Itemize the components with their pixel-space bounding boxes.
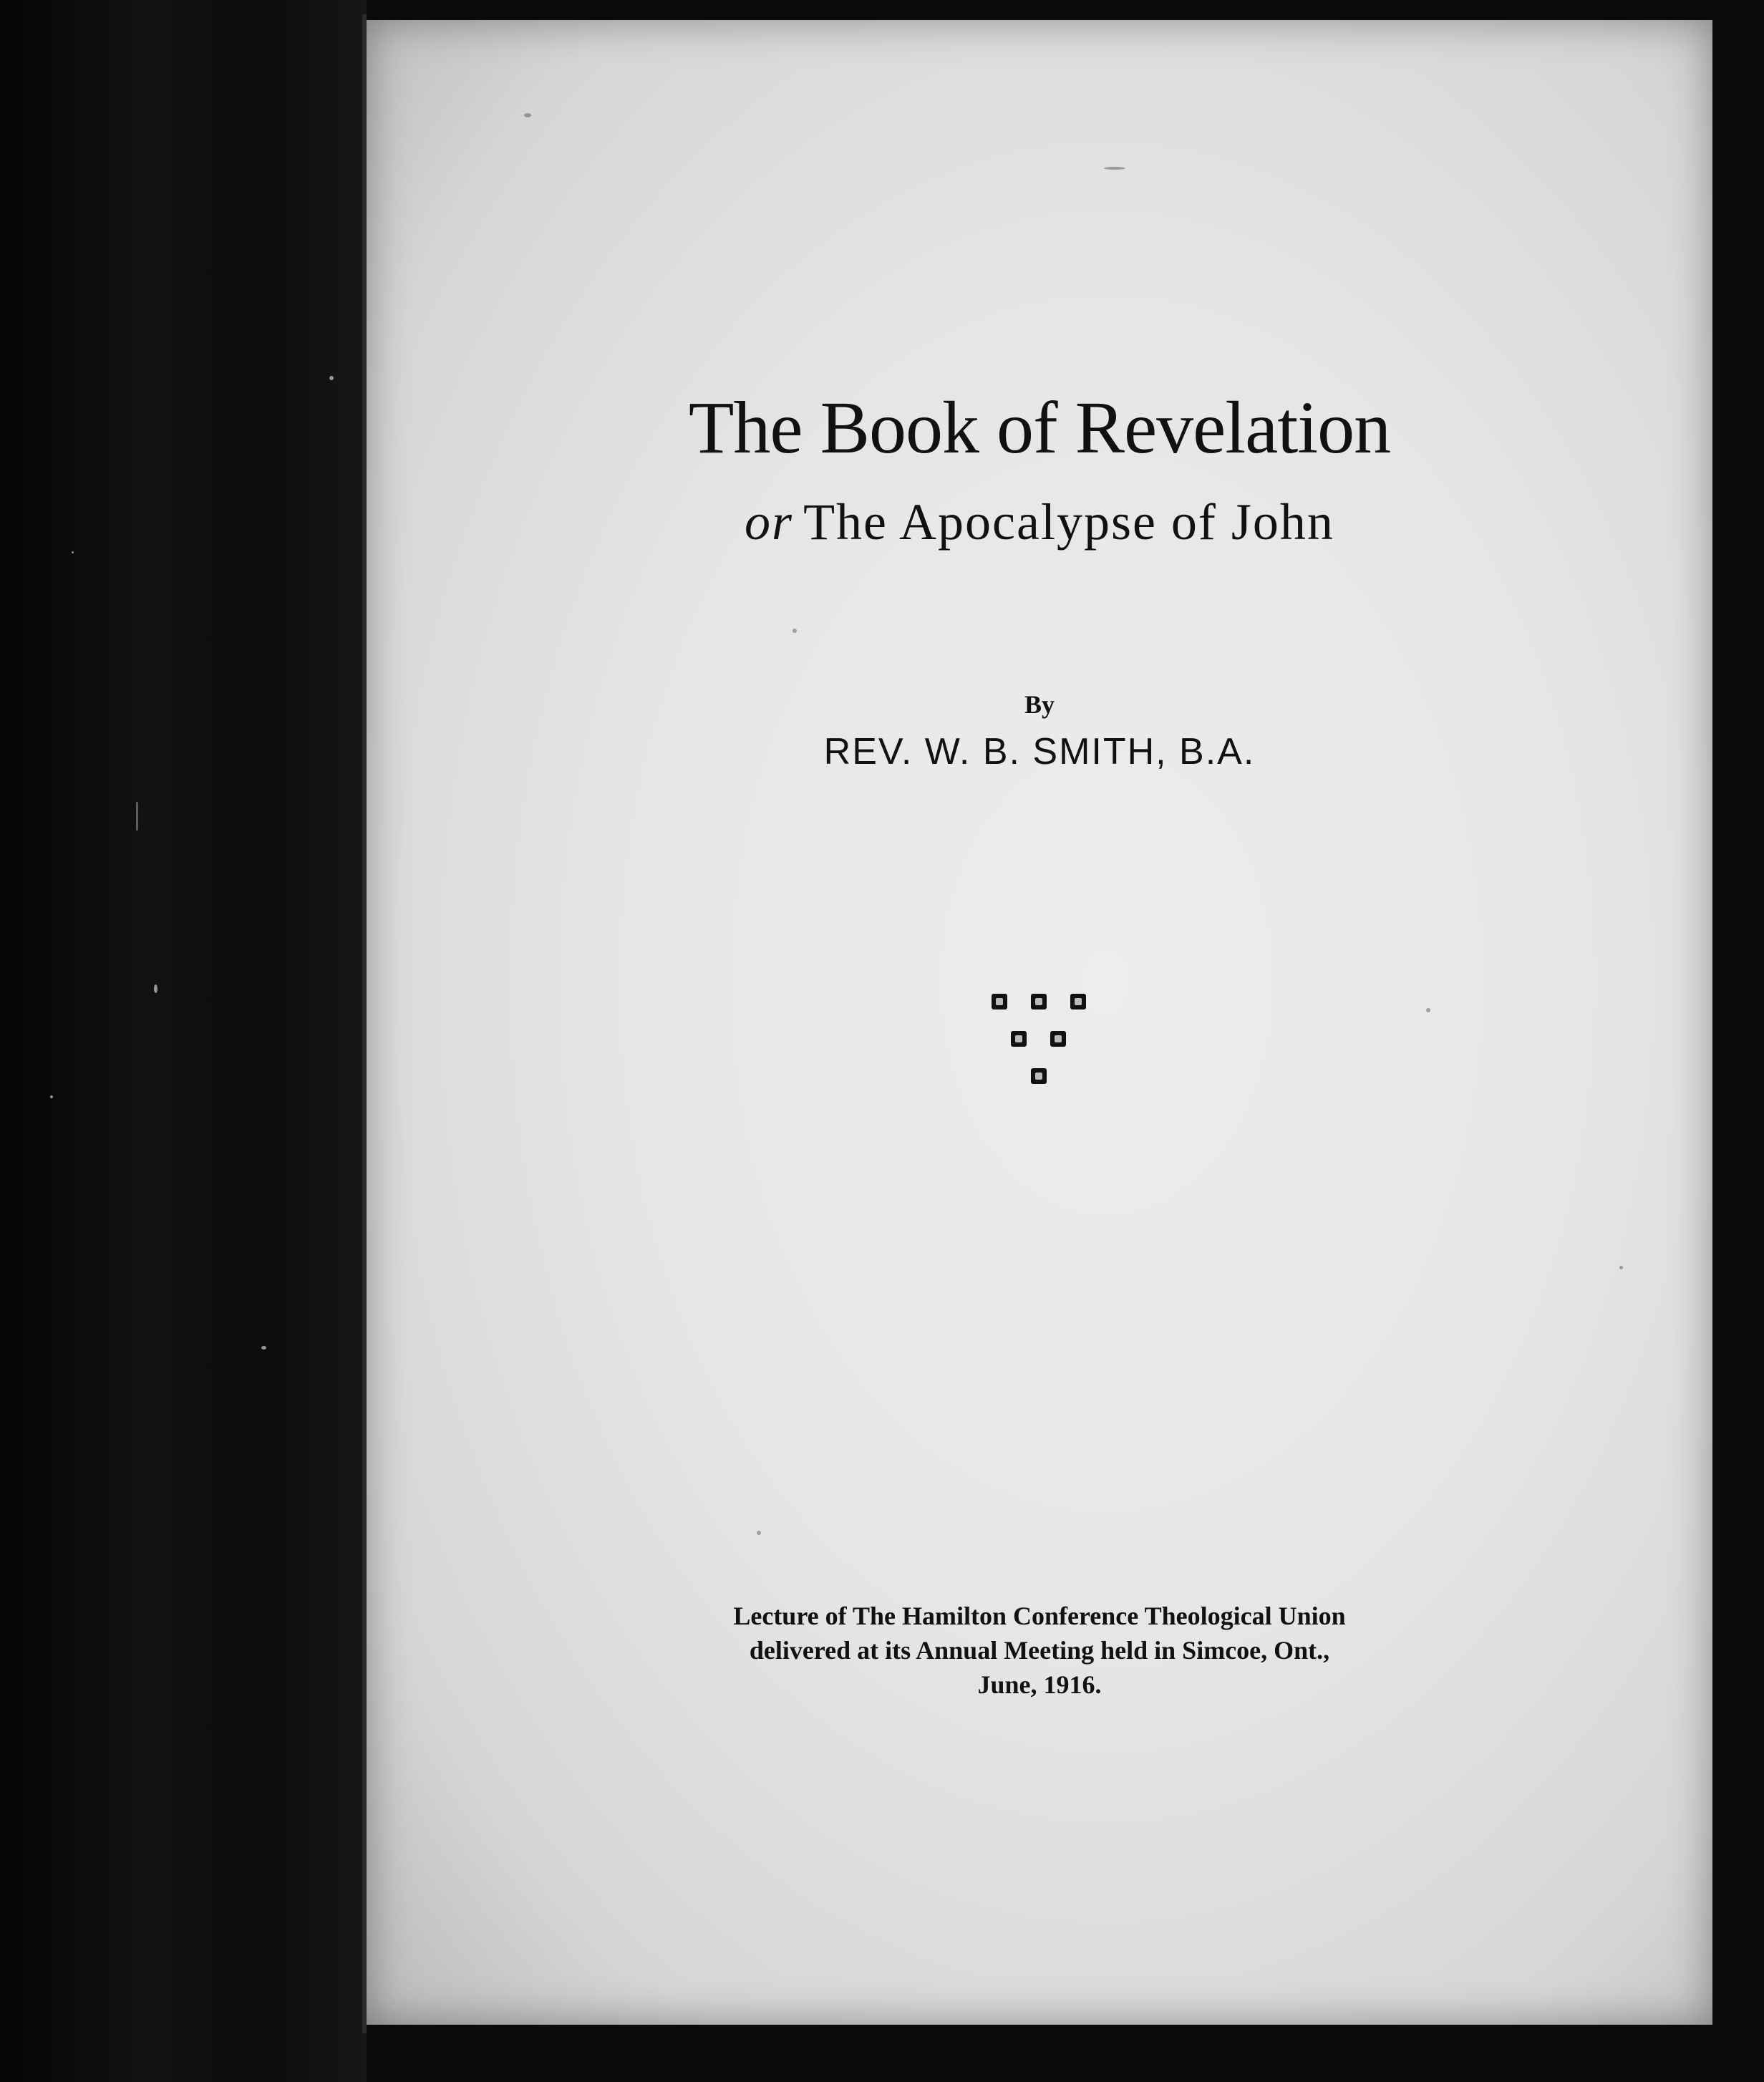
ornament-square-icon: [1031, 994, 1047, 1009]
title-page: [367, 20, 1712, 2025]
document-title: The Book of Revelation: [688, 387, 1391, 469]
subtitle-prefix: or: [745, 493, 794, 551]
by-label: By: [1024, 690, 1055, 719]
lecture-note-line: June, 1916.: [977, 1670, 1102, 1699]
lecture-note-line: delivered at its Annual Meeting held in Simcoe, Ont.,: [749, 1636, 1330, 1665]
document-subtitle: [367, 493, 1712, 552]
lecture-note-line: Lecture of The Hamilton Conference Theological Union: [733, 1602, 1346, 1630]
ornament-square-icon: [1011, 1031, 1027, 1047]
ornament-square-icon: [1050, 1031, 1066, 1047]
ornament-square-icon: [1070, 994, 1086, 1009]
ornament-square-icon: [1031, 1068, 1047, 1084]
triangle-of-squares-ornament-icon: [984, 994, 1099, 1087]
author-name: REV. W. B. SMITH, B.A.: [823, 731, 1256, 773]
lecture-note: [367, 1599, 1712, 1702]
dark-scan-margin: [0, 0, 367, 2082]
ornament-square-icon: [992, 994, 1007, 1009]
subtitle-text: The Apocalypse of John: [803, 493, 1334, 551]
